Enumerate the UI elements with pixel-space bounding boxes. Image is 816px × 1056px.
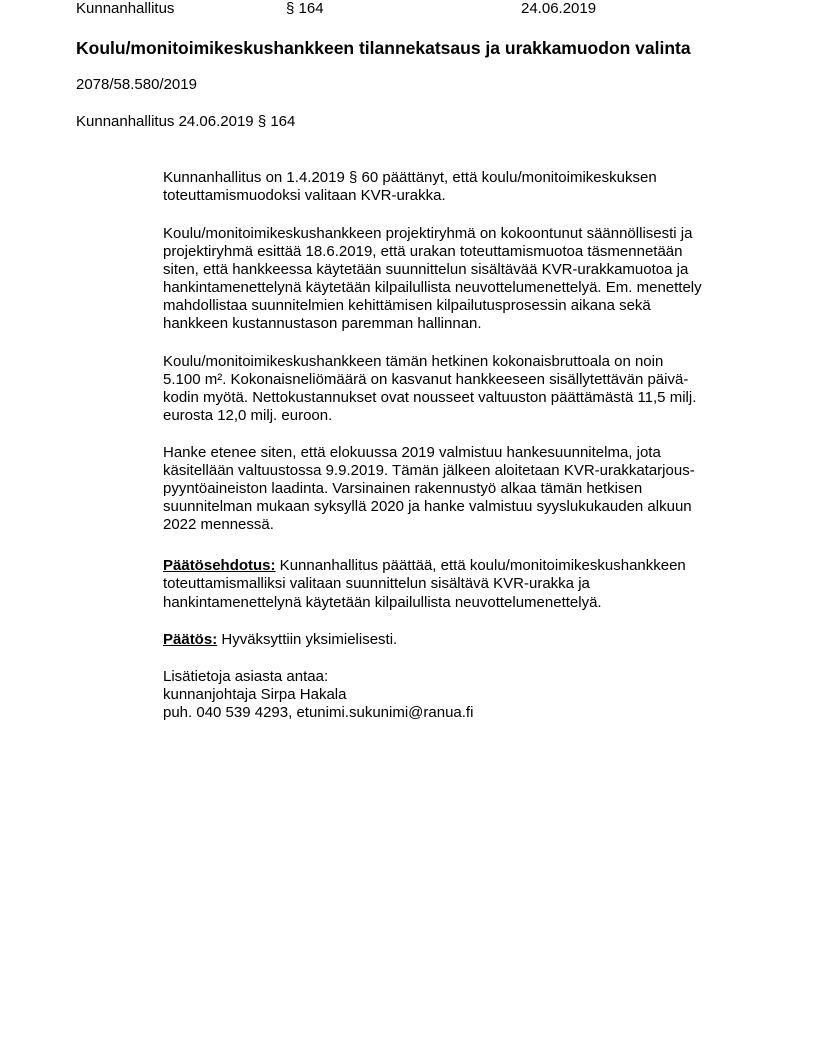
text-line: kunnanjohtaja Sirpa Hakala xyxy=(163,686,347,703)
header-body: Kunnanhallitus xyxy=(76,0,175,17)
text-line: käsitellään valtuustossa 9.9.2019. Tämän jälkeen aloitetaan KVR-urakkatarjous- xyxy=(163,462,695,479)
text-line: Kunnanhallitus on 1.4.2019 § 60 päättänyt, että koulu/monitoimikeskuksen xyxy=(163,169,657,186)
decision-proposal xyxy=(163,557,686,612)
paragraph-4 xyxy=(163,444,695,534)
header-section: § 164 xyxy=(286,0,324,17)
paragraph-3 xyxy=(163,353,696,425)
paragraph-1 xyxy=(163,169,657,205)
contact-info xyxy=(163,668,473,722)
header-date: 24.06.2019 xyxy=(521,0,597,17)
text-line: projektiryhmä esittää 18.6.2019, että urakan toteuttamismuotoa täsmennetään xyxy=(163,243,683,260)
text-line: siten, että hankkeessa käytetään suunnittelun sisältävää KVR-urakkamuotoa ja xyxy=(163,261,689,278)
text-line: eurosta 12,0 milj. euroon. xyxy=(163,407,333,424)
text-line: kodin myötä. Nettokustannukset ovat nousseet valtuuston päättämästä 11,5 milj. xyxy=(163,389,697,406)
decision-text: Hyväksyttiin yksimielisesti. xyxy=(217,631,398,648)
text-line: Koulu/monitoimikeskushankkeen projektiryhmä on kokoontunut säännöllisesti ja xyxy=(163,225,693,242)
reference-number: 2078/58.580/2019 xyxy=(76,76,197,93)
document-title: Koulu/monitoimikeskushankkeen tilannekatsaus ja urakkamuodon valinta xyxy=(76,38,691,58)
text-line: Koulu/monitoimikeskushankkeen tämän hetkinen kokonaisbruttoala on noin xyxy=(163,353,664,370)
text-line: puh. 040 539 4293, etunimi.sukunimi@ranua.fi xyxy=(163,704,474,721)
text-line: Kunnanhallitus päättää, että koulu/monitoimikeskushankkeen xyxy=(275,557,686,574)
proposal-label: Päätösehdotus: xyxy=(163,557,276,574)
decision-label: Päätös: xyxy=(163,631,218,648)
text-line: pyyntöaineiston laadinta. Varsinainen rakennustyö alkaa tämän hetkisen xyxy=(163,480,643,497)
text-line: hankkeen kustannustason paremman hallinnan. xyxy=(163,315,482,332)
text-line: Lisätietoja asiasta antaa: xyxy=(163,668,329,685)
text-line: toteuttamismuodoksi valitaan KVR-urakka. xyxy=(163,187,446,204)
text-line: mahdollistaa suunnitelmien kehittämisen kilpailutusprosessin aikana sekä xyxy=(163,297,651,314)
paragraph-2 xyxy=(163,225,702,333)
meeting-reference: Kunnanhallitus 24.06.2019 § 164 xyxy=(76,113,296,130)
decision xyxy=(163,631,397,649)
text-line: 5.100 m². Kokonaisneliömäärä on kasvanut hankkeeseen sisällytettävän päivä- xyxy=(163,371,689,388)
text-line: hankintamenettelynä käytetään kilpailullista neuvottelumenettelyä. Em. menettely xyxy=(163,279,702,296)
text-line: hankintamenettelynä käytetään kilpailullista neuvottelumenettelyä. xyxy=(163,594,602,611)
text-line: toteuttamismalliksi valitaan suunnittelun sisältävä KVR-urakka ja xyxy=(163,575,590,592)
text-line: Hanke etenee siten, että elokuussa 2019 valmistuu hankesuunnitelma, jota xyxy=(163,444,661,461)
text-line: 2022 mennessä. xyxy=(163,516,274,533)
text-line: suunnitelman mukaan syksyllä 2020 ja hanke valmistuu syyslukukauden alkuun xyxy=(163,498,692,515)
